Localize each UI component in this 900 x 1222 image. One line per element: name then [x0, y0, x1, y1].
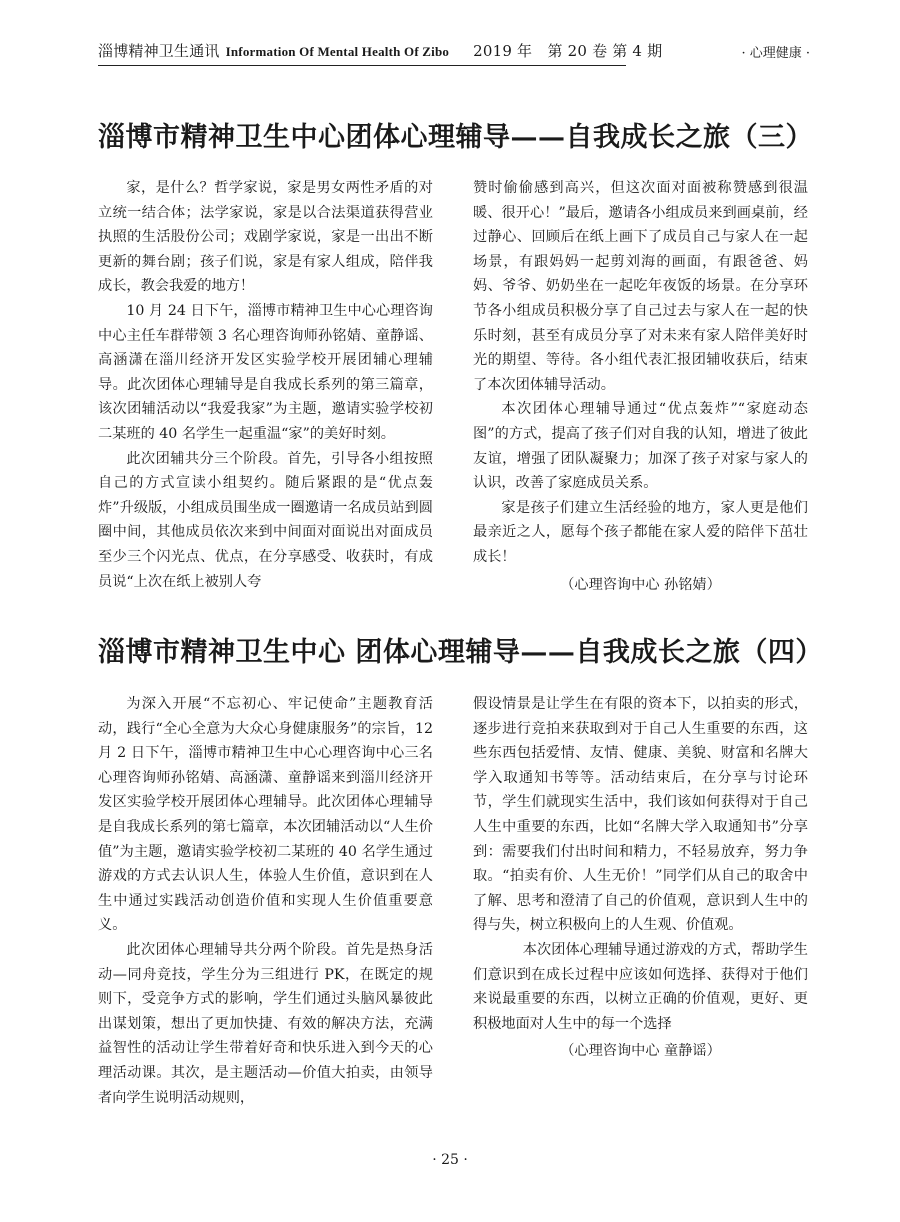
article-1-left-column [98, 176, 433, 594]
paragraph-continued: 假设情景是让学生在有限的资本下，以拍卖的形式，逐步进行竞拍来获取到对于自己人生重要的东西，这些东西包括爱情、友情、健康、美貌、财富和名牌大学入取通知书等等。活动结束后，在分享与讨论环节，学生们就现实生活中，我们该如何获得对于自己人生中重要的东西，比如“名牌大学入取通知书”分享到：需要我们付出时间和精力，不轻易放弃，努力争取。“拍卖有价、人生无价！”同学们从自己的取舍中了解、思考和澄清了自己的价值观，意识到人生中的得与失，树立积极向上的人生观、价值观。 [473, 696, 808, 934]
magazine-title-en: Information Of Mental Health Of Zibo [225, 44, 450, 59]
author-signature: （心理咨询中心 童静谣） [560, 1043, 721, 1060]
author-signature: （心理咨询中心 孙铭婧） [560, 576, 721, 593]
magazine-title-cn: 淄博精神卫生通讯 [98, 42, 220, 60]
article-1-title: 淄博市精神卫生中心团体心理辅导——自我成长之旅（三） [98, 122, 813, 153]
paragraph-continued: 赞时偷偷感到高兴，但这次面对面被称赞感到很温暖、很开心！”最后，邀请各小组成员来到画桌前，经过静心、回顾后在纸上画下了成员自己与家人在一起场景，有跟妈妈一起剪刘海的画面，有跟爸爸、妈妈、爷爷、奶奶坐在一起吃年夜饭的场景。在分享环节各小组成员积极分享了自己过去与家人在一起的快乐时刻，甚至有成员分享了对未来有家人陪伴美好时光的期望、等待。各小组代表汇报团辅收获后，结束了本次团体辅导活动。 [473, 180, 808, 393]
article-2-right-column [473, 692, 808, 1064]
article-1-right-column [473, 176, 808, 597]
paragraph: 家，是什么？哲学家说，家是男女两性矛盾的对立统一结合体；法学家说，家是以合法渠道获得营业执照的生活股份公司；戏剧学家说，家是一出出不断更新的舞台剧；孩子们说，家是有家人组成，陪伴我成长，教会我爱的地方！ [98, 180, 433, 295]
running-header [98, 40, 810, 70]
paragraph: 本次团体心理辅导通过游戏的方式，帮助学生们意识到在成长过程中应该如何选择、获得对于他们来说最重要的东西，以树立正确的价值观，更好、更积极地面对人生中的每一个选择 [473, 941, 808, 1032]
article-2-title: 淄博市精神卫生中心 团体心理辅导——自我成长之旅（四） [98, 637, 823, 668]
header-rule [98, 65, 626, 66]
paragraph: 家是孩子们建立生活经验的地方，家人更是他们最亲近之人，愿每个孩子都能在家人爱的陪伴下茁壮成长！ [473, 499, 808, 565]
paragraph: 本次团体心理辅导通过“优点轰炸”“家庭动态图”的方式，提高了孩子们对自我的认知，增进了彼此友谊，增强了团队凝聚力；加深了孩子对家与家人的认识，改善了家庭成员关系。 [473, 401, 808, 492]
paragraph: 此次团辅共分三个阶段。首先，引导各小组按照自己的方式宣读小组契约。随后紧跟的是“优点轰炸”升级版，小组成员围坐成一圈邀请一名成员站到圆圈中间，其他成员依次来到中间面对面说出对面成员至少三个闪光点、优点，在分享感受、收获时，有成员说“上次在纸上被别人夸 [98, 450, 433, 590]
article-2-left-column [98, 692, 433, 1110]
section-label: · 心理健康 · [741, 46, 810, 61]
header-left [98, 40, 662, 61]
paragraph: 为深入开展“不忘初心、牢记使命”主题教育活动，践行“全心全意为大众心身健康服务”的宗旨，12 月 2 日下午，淄博市精神卫生中心心理咨询中心三名心理咨询师孙铭婧、高涵潇、童静谣来到淄川经济开发区实验学校开展团体心理辅导。此次团体心理辅导是自我成长系列的第七篇章，本次团辅活动以“人生价值”为主题，邀请实验学校初二某班的 40 名学生通过游戏的方式去认识人生，体验人生价值，意识到在人生中通过实践活动创造价值和实现人生价值重要意义。 [98, 696, 433, 934]
paragraph: 10 月 24 日下午，淄博市精神卫生中心心理咨询中心主任车群带领 3 名心理咨询师孙铭婧、童静谣、高涵潇在淄川经济开发区实验学校开展团辅心理辅导。此次团体心理辅导是自我成长系列的第三篇章，该次团辅活动以“我爱我家”为主题，邀请实验学校初二某班的 40 名学生一起重温“家”的美好时刻。 [98, 302, 433, 442]
issue-info: 2019 年 第 20 卷 第 4 期 [473, 42, 663, 60]
paragraph: 此次团体心理辅导共分两个阶段。首先是热身活动—同舟竞技，学生分为三组进行 PK，在既定的规则下，受竞争方式的影响，学生们通过头脑风暴彼此出谋划策，想出了更加快捷、有效的解决方法，充满益智性的活动让学生带着好奇和快乐进入到今天的心理活动课。其次，是主题活动—价值大拍卖，由领导者向学生说明活动规则， [98, 941, 433, 1106]
page-number: · 25 · [432, 1152, 468, 1168]
